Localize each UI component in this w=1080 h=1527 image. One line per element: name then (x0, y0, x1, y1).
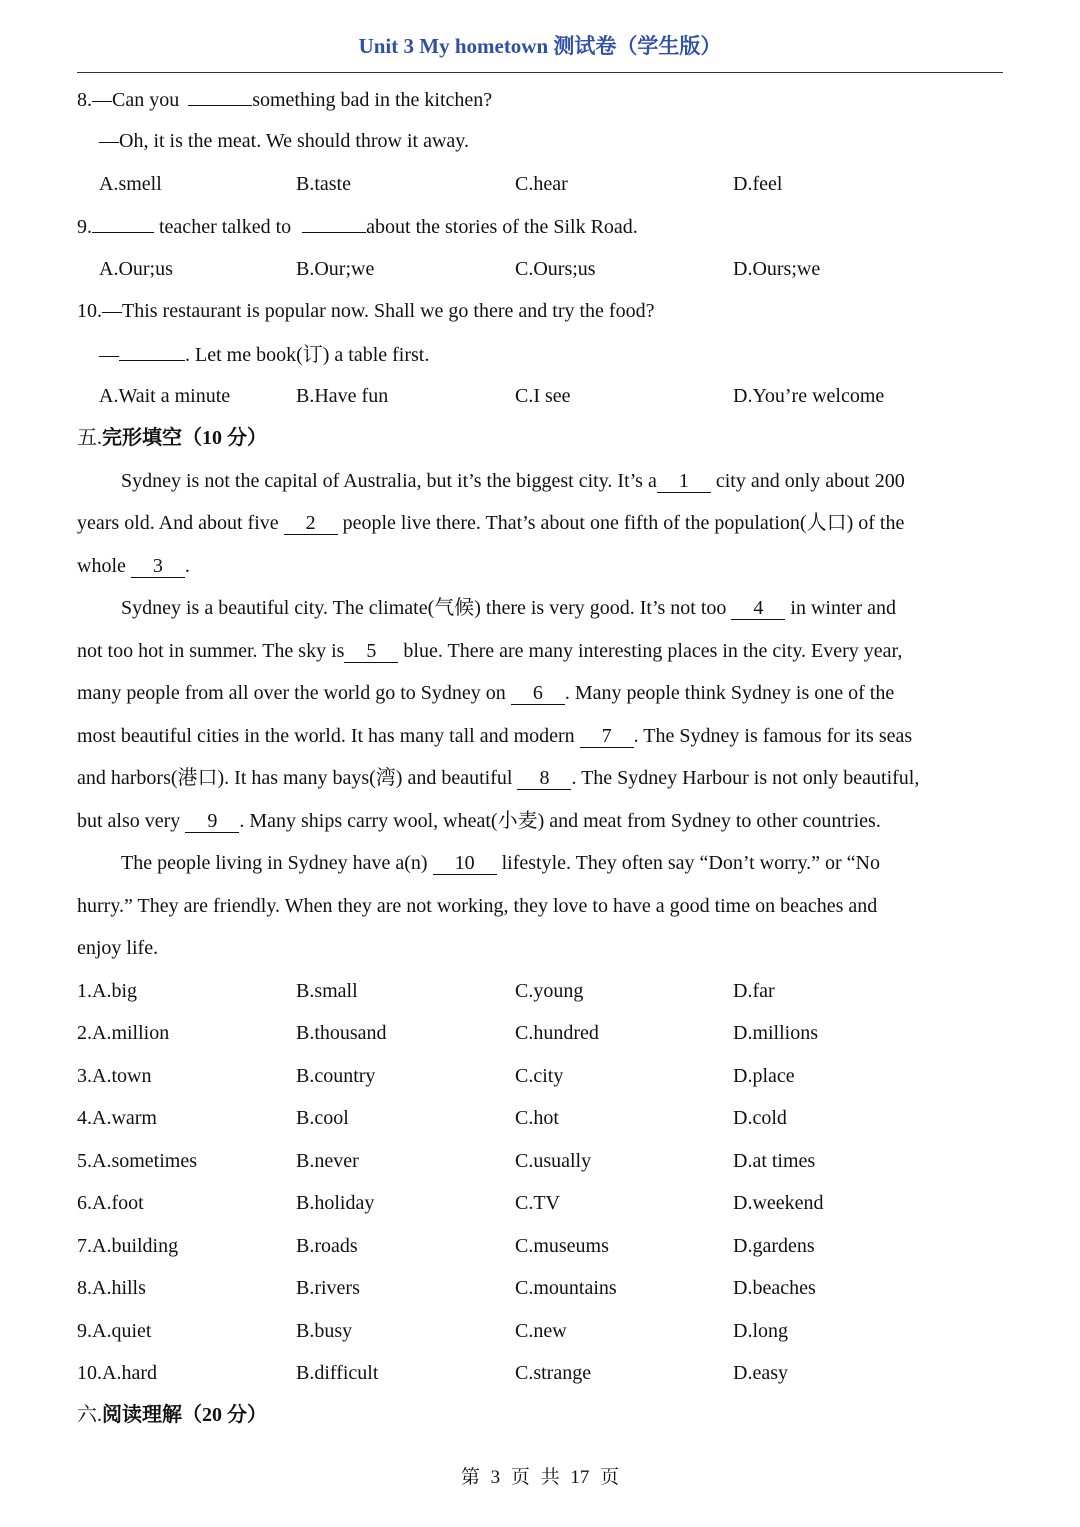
passage-line (77, 809, 881, 833)
passage-text: whole (77, 555, 131, 577)
passage-line (77, 766, 919, 790)
cloze-7-option-b: B.roads (296, 1235, 358, 1257)
passage-text: most beautiful cities in the world. It has many tall and modern (77, 725, 580, 747)
section-5-title: 完形填空（10 分） (102, 427, 267, 449)
cloze-4-option-b: B.cool (296, 1107, 349, 1129)
question-10-stem: 10.—This restaurant is popular now. Shall we go there and try the food? (77, 300, 655, 322)
passage-text: many people from all over the world go to Sydney on (77, 682, 511, 704)
passage-text: . The Sydney is famous for its seas (633, 725, 913, 747)
cloze-4-option-d: D.cold (733, 1107, 787, 1129)
answer-blank (188, 87, 252, 106)
cloze-blank-10: 10 (433, 852, 497, 875)
question-9-option-a: A.Our;us (99, 258, 173, 280)
cloze-8-option-c: C.mountains (515, 1277, 617, 1299)
passage-line (121, 851, 880, 875)
passage-text: Sydney is not the capital of Australia, but it’s the biggest city. It’s a (121, 470, 657, 492)
question-9-option-c: C.Ours;us (515, 258, 596, 280)
cloze-blank-4: 4 (731, 597, 785, 620)
cloze-7-option-d: D.gardens (733, 1235, 815, 1257)
question-10-reply-prefix: — (99, 344, 119, 366)
cloze-9-option-d: D.long (733, 1320, 788, 1342)
cloze-5-option-b: B.never (296, 1150, 359, 1172)
question-10-option-a: A.Wait a minute (99, 385, 231, 407)
section-5-heading (77, 426, 267, 450)
passage-text: . The Sydney Harbour is not only beautiful, (571, 767, 920, 789)
section-6-heading (77, 1403, 267, 1427)
question-10-option-c: C.I see (515, 385, 571, 407)
cloze-3-option-a: 3.A.town (77, 1065, 152, 1087)
passage-line (77, 639, 902, 663)
cloze-2-option-d: D.millions (733, 1022, 819, 1044)
passage-line (77, 681, 894, 705)
cloze-8-option-b: B.rivers (296, 1277, 360, 1299)
question-9-option-d: D.Ours;we (733, 258, 821, 280)
cloze-9-option-c: C.new (515, 1320, 567, 1342)
question-8-option-a: A.smell (99, 173, 162, 195)
cloze-2-option-b: B.thousand (296, 1022, 387, 1044)
page-header-title: Unit 3 My hometown 测试卷（学生版） (358, 34, 722, 58)
cloze-blank-2: 2 (284, 512, 338, 535)
cloze-6-option-c: C.TV (515, 1192, 560, 1214)
cloze-1-option-c: C.young (515, 980, 584, 1002)
page-number-footer: 第 3 页 共 17 页 (460, 1467, 620, 1488)
cloze-7-option-c: C.museums (515, 1235, 609, 1257)
question-8-option-d: D.feel (733, 173, 783, 195)
passage-line (77, 724, 912, 748)
cloze-10-option-a: 10.A.hard (77, 1362, 157, 1384)
passage-line (121, 596, 896, 620)
cloze-5-option-a: 5.A.sometimes (77, 1150, 197, 1172)
question-8-prefix: 8.—Can you (77, 89, 185, 111)
passage-text: but also very (77, 810, 186, 832)
question-9-mid: teacher talked to (154, 216, 297, 238)
passage-text: blue. There are many interesting places in the city. Every year, (398, 640, 903, 662)
cloze-4-option-a: 4.A.warm (77, 1107, 157, 1129)
passage-text: people live there. That’s about one fifth of the population(人口) of the (337, 512, 905, 534)
cloze-6-option-a: 6.A.foot (77, 1192, 144, 1214)
cloze-2-option-c: C.hundred (515, 1022, 599, 1044)
passage-line (121, 469, 905, 493)
passage-line: enjoy life. (77, 937, 159, 959)
passage-line (77, 511, 904, 535)
cloze-10-option-b: B.difficult (296, 1362, 379, 1384)
cloze-10-option-c: C.strange (515, 1362, 592, 1384)
passage-text: . (184, 555, 190, 577)
cloze-blank-3: 3 (131, 555, 185, 578)
passage-text: not too hot in summer. The sky is (77, 640, 345, 662)
passage-text: Sydney is a beautiful city. The climate(气候) there is very good. It’s not too (121, 597, 732, 619)
cloze-6-option-d: D.weekend (733, 1192, 824, 1214)
passage-line: hurry.” They are friendly. When they are not working, they love to have a good time on beaches and (77, 895, 878, 917)
cloze-blank-5: 5 (344, 640, 398, 663)
header-divider (77, 72, 1003, 73)
question-8-option-b: B.taste (296, 173, 351, 195)
passage-text: in winter and (785, 597, 896, 619)
cloze-3-option-b: B.country (296, 1065, 376, 1087)
question-8-suffix: something bad in the kitchen? (252, 89, 493, 111)
cloze-3-option-c: C.city (515, 1065, 564, 1087)
cloze-9-option-b: B.busy (296, 1320, 353, 1342)
question-10-reply (99, 342, 429, 367)
passage-text: lifestyle. They often say “Don’t worry.” or “No (496, 852, 881, 874)
cloze-blank-8: 8 (517, 767, 571, 790)
question-8-stem (77, 87, 492, 112)
question-9-prefix: 9. (77, 216, 92, 238)
passage-text: and harbors(港口). It has many bays(湾) and beautiful (77, 767, 518, 789)
section-6-title: 阅读理解（20 分） (102, 1404, 267, 1426)
passage-text: . Many people think Sydney is one of the (564, 682, 895, 704)
cloze-blank-7: 7 (580, 725, 634, 748)
passage-text: The people living in Sydney have a(n) (121, 852, 433, 874)
answer-blank (92, 214, 154, 233)
cloze-1-option-d: D.far (733, 980, 775, 1002)
cloze-7-option-a: 7.A.building (77, 1235, 179, 1257)
cloze-5-option-d: D.at times (733, 1150, 816, 1172)
cloze-blank-1: 1 (657, 470, 711, 493)
cloze-8-option-a: 8.A.hills (77, 1277, 146, 1299)
passage-text: . Many ships carry wool, wheat(小麦) and meat from Sydney to other countries. (239, 810, 881, 832)
question-9-suffix: about the stories of the Silk Road. (366, 216, 638, 238)
cloze-blank-9: 9 (185, 810, 239, 833)
cloze-1-option-b: B.small (296, 980, 358, 1002)
cloze-9-option-a: 9.A.quiet (77, 1320, 152, 1342)
cloze-1-option-a: 1.A.big (77, 980, 137, 1002)
cloze-3-option-d: D.place (733, 1065, 795, 1087)
question-8-reply: —Oh, it is the meat. We should throw it away. (99, 130, 469, 152)
cloze-2-option-a: 2.A.million (77, 1022, 170, 1044)
question-10-option-d: D.You’re welcome (733, 385, 885, 407)
question-10-option-b: B.Have fun (296, 385, 389, 407)
answer-blank (302, 214, 366, 233)
question-9-option-b: B.Our;we (296, 258, 375, 280)
question-10-reply-suffix: . Let me book(订) a table first. (185, 344, 430, 366)
cloze-8-option-d: D.beaches (733, 1277, 816, 1299)
cloze-5-option-c: C.usually (515, 1150, 592, 1172)
question-8-option-c: C.hear (515, 173, 568, 195)
section-6-prefix: 六. (77, 1404, 102, 1426)
question-9-stem (77, 214, 638, 239)
cloze-10-option-d: D.easy (733, 1362, 788, 1384)
passage-text: years old. And about five (77, 512, 284, 534)
passage-line (77, 554, 190, 578)
passage-text: city and only about 200 (710, 470, 905, 492)
cloze-4-option-c: C.hot (515, 1107, 559, 1129)
section-5-prefix: 五. (77, 427, 102, 449)
answer-blank (119, 342, 185, 361)
cloze-6-option-b: B.holiday (296, 1192, 375, 1214)
cloze-blank-6: 6 (511, 682, 565, 705)
